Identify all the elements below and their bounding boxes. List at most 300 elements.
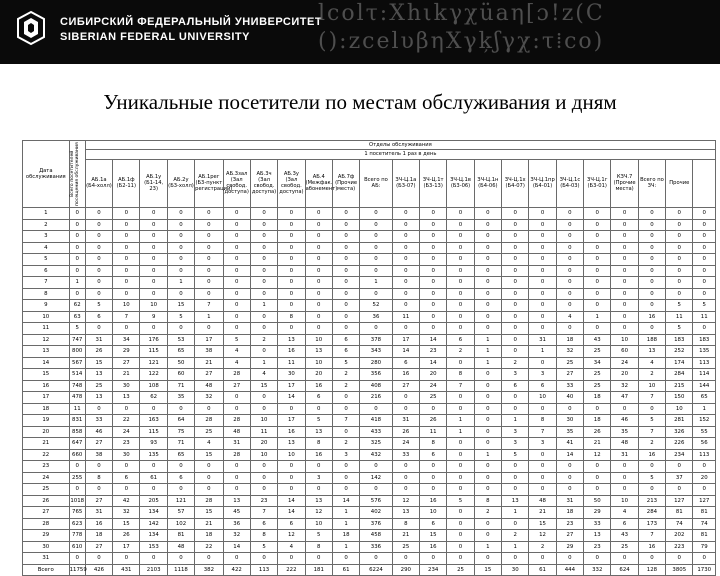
value-cell: 21 — [195, 357, 223, 369]
value-cell: 0 — [666, 484, 693, 496]
value-cell: 16 — [278, 346, 305, 358]
value-cell: 113 — [250, 564, 277, 576]
value-cell: 27 — [556, 369, 583, 381]
value-cell: 0 — [250, 311, 277, 323]
value-cell: 0 — [305, 553, 332, 565]
value-cell: 0 — [305, 288, 332, 300]
value-cell: 0 — [332, 461, 359, 473]
value-cell: 0 — [529, 219, 556, 231]
value-cell: 0 — [195, 484, 223, 496]
value-cell: 7 — [638, 392, 665, 404]
value-cell: 2 — [502, 357, 529, 369]
total-cell: 255 — [69, 472, 85, 484]
value-cell: 11 — [420, 426, 447, 438]
value-cell: 0 — [113, 242, 140, 254]
extra-value-cell: 113 — [693, 449, 716, 461]
value-cell: 0 — [167, 323, 194, 335]
value-cell: 0 — [392, 208, 419, 220]
value-cell: 0 — [305, 323, 332, 335]
value-cell: 0 — [392, 288, 419, 300]
value-cell: 1 — [474, 334, 501, 346]
value-cell: 0 — [278, 277, 305, 289]
value-cell: 0 — [611, 553, 638, 565]
total-cell: 610 — [69, 541, 85, 553]
value-cell: 0 — [447, 530, 474, 542]
value-cell: 11 — [392, 311, 419, 323]
value-cell: 0 — [113, 277, 140, 289]
value-cell: 0 — [392, 231, 419, 243]
value-cell: 0 — [529, 254, 556, 266]
value-cell: 0 — [167, 254, 194, 266]
value-cell: 0 — [392, 484, 419, 496]
value-cell: 4 — [195, 438, 223, 450]
value-cell: 0 — [278, 323, 305, 335]
value-cell: 48 — [611, 438, 638, 450]
value-cell: 0 — [140, 403, 167, 415]
value-cell: 13 — [392, 507, 419, 519]
value-cell: 0 — [113, 265, 140, 277]
value-cell: 0 — [447, 438, 474, 450]
value-cell: 8 — [529, 415, 556, 427]
value-cell: 0 — [392, 242, 419, 254]
column-header: ЗЧ-Ц.1в (Б3-06) — [447, 159, 474, 207]
value-cell: 127 — [666, 495, 693, 507]
value-cell: 0 — [113, 553, 140, 565]
value-cell: 0 — [447, 219, 474, 231]
value-cell: 0 — [584, 265, 611, 277]
value-cell: 2 — [638, 438, 665, 450]
total-cell: 0 — [69, 461, 85, 473]
extra-value-cell: 183 — [693, 334, 716, 346]
value-cell: 25 — [584, 346, 611, 358]
value-cell: 21 — [529, 507, 556, 519]
value-cell: 14 — [223, 541, 250, 553]
day-cell: 19 — [23, 415, 70, 427]
value-cell: 0 — [113, 461, 140, 473]
value-cell: 0 — [611, 242, 638, 254]
value-cell: 7 — [638, 426, 665, 438]
column-header: АБ.7ф (Прочие места) — [332, 159, 359, 207]
extra-value-cell: 55 — [693, 426, 716, 438]
value-cell: 32 — [113, 507, 140, 519]
day-cell: 13 — [23, 346, 70, 358]
table-row — [23, 277, 716, 289]
value-cell: 0 — [223, 300, 250, 312]
value-cell: 13 — [638, 346, 665, 358]
value-cell: 30 — [278, 369, 305, 381]
value-cell: 444 — [556, 564, 583, 576]
value-cell: 27 — [195, 369, 223, 381]
value-cell: 1 — [360, 277, 392, 289]
value-cell: 36 — [360, 311, 392, 323]
total-cell: 567 — [69, 357, 85, 369]
value-cell: 81 — [167, 530, 194, 542]
value-cell: 0 — [305, 403, 332, 415]
value-cell: 13 — [305, 495, 332, 507]
value-cell: 0 — [167, 219, 194, 231]
value-cell: 0 — [556, 472, 583, 484]
value-cell: 2 — [332, 369, 359, 381]
column-header: Прочие — [666, 159, 693, 207]
value-cell: 422 — [223, 564, 250, 576]
total-cell: 0 — [69, 553, 85, 565]
value-cell: 28 — [195, 495, 223, 507]
value-cell: 0 — [250, 242, 277, 254]
value-cell: 37 — [666, 472, 693, 484]
extra-value-cell: 5 — [693, 300, 716, 312]
value-cell: 0 — [556, 300, 583, 312]
value-cell: 0 — [305, 461, 332, 473]
total-cell: 765 — [69, 507, 85, 519]
value-cell: 0 — [305, 219, 332, 231]
table-row — [23, 208, 716, 220]
value-cell: 0 — [447, 461, 474, 473]
table-row — [23, 323, 716, 335]
university-name-ru: СИБИРСКИЙ ФЕДЕРАЛЬНЫЙ УНИВЕРСИТЕТ — [60, 16, 323, 28]
value-cell: 61 — [529, 564, 556, 576]
value-cell: 16 — [392, 369, 419, 381]
value-cell: 142 — [360, 472, 392, 484]
value-cell: 0 — [556, 553, 583, 565]
value-cell: 121 — [140, 357, 167, 369]
value-cell: 0 — [447, 288, 474, 300]
value-cell: 0 — [278, 300, 305, 312]
value-cell: 0 — [195, 288, 223, 300]
value-cell: 16 — [638, 311, 665, 323]
value-cell: 0 — [250, 392, 277, 404]
table-row — [23, 242, 716, 254]
value-cell: 402 — [360, 507, 392, 519]
value-cell: 20 — [420, 369, 447, 381]
value-cell: 18 — [556, 507, 583, 519]
value-cell: 1 — [584, 311, 611, 323]
value-cell: 23 — [584, 541, 611, 553]
day-cell: 26 — [23, 495, 70, 507]
value-cell: 62 — [140, 392, 167, 404]
value-cell: 0 — [250, 346, 277, 358]
value-cell: 0 — [529, 553, 556, 565]
value-cell: 27 — [85, 495, 112, 507]
value-cell: 2 — [638, 369, 665, 381]
total-cell: 831 — [69, 415, 85, 427]
table-row — [23, 357, 716, 369]
value-cell: 1 — [474, 541, 501, 553]
value-cell: 284 — [638, 507, 665, 519]
value-cell: 0 — [474, 323, 501, 335]
value-cell: 173 — [638, 518, 665, 530]
table-row — [23, 219, 716, 231]
value-cell: 0 — [278, 553, 305, 565]
value-cell: 0 — [638, 265, 665, 277]
value-cell: 0 — [140, 461, 167, 473]
value-cell: 1 — [332, 507, 359, 519]
value-cell: 12 — [529, 530, 556, 542]
column-header: ЗЧ-Ц.1х (Б4-07) — [502, 159, 529, 207]
value-cell: 71 — [167, 438, 194, 450]
table-row — [23, 507, 716, 519]
value-cell: 1 — [447, 426, 474, 438]
value-cell: 0 — [392, 277, 419, 289]
value-cell: 0 — [447, 231, 474, 243]
value-cell: 2 — [332, 438, 359, 450]
value-cell: 23 — [420, 346, 447, 358]
value-cell: 6 — [305, 392, 332, 404]
column-header: АБ.3у (Зал свобод. доступа) — [278, 159, 305, 207]
value-cell: 174 — [666, 357, 693, 369]
value-cell: 29 — [584, 507, 611, 519]
table-row — [23, 484, 716, 496]
value-cell: 10 — [305, 357, 332, 369]
value-cell: 0 — [611, 461, 638, 473]
value-cell: 0 — [250, 265, 277, 277]
value-cell: 10 — [611, 334, 638, 346]
value-cell: 0 — [305, 300, 332, 312]
value-cell: 14 — [420, 357, 447, 369]
value-cell: 6 — [278, 518, 305, 530]
value-cell: 0 — [332, 323, 359, 335]
value-cell: 0 — [638, 288, 665, 300]
value-cell: 17 — [278, 380, 305, 392]
value-cell: 0 — [85, 323, 112, 335]
value-cell: 0 — [250, 461, 277, 473]
table-row — [23, 392, 716, 404]
value-cell: 14 — [556, 449, 583, 461]
column-header: ЗЧ-Ц.1пр (Б4-01) — [529, 159, 556, 207]
value-cell: 0 — [556, 288, 583, 300]
extra-value-cell: 20 — [693, 472, 716, 484]
value-cell: 0 — [332, 472, 359, 484]
value-cell: 1 — [167, 277, 194, 289]
value-cell: 75 — [167, 426, 194, 438]
value-cell: 25 — [392, 541, 419, 553]
value-cell: 0 — [420, 311, 447, 323]
value-cell: 0 — [392, 392, 419, 404]
extra-value-cell: 0 — [693, 231, 716, 243]
total-cell: 800 — [69, 346, 85, 358]
university-logo-icon — [16, 10, 46, 46]
value-cell: 0 — [611, 472, 638, 484]
value-cell: 0 — [474, 438, 501, 450]
value-cell: 0 — [447, 392, 474, 404]
value-cell: 0 — [195, 403, 223, 415]
value-cell: 325 — [360, 438, 392, 450]
day-cell: 14 — [23, 357, 70, 369]
extra-value-cell: 113 — [693, 357, 716, 369]
value-cell: 15 — [113, 518, 140, 530]
value-cell: 0 — [502, 231, 529, 243]
value-cell: 0 — [529, 357, 556, 369]
value-cell: 284 — [666, 369, 693, 381]
value-cell: 4 — [556, 311, 583, 323]
value-cell: 432 — [360, 449, 392, 461]
value-cell: 0 — [529, 311, 556, 323]
day-cell: 6 — [23, 265, 70, 277]
value-cell: 0 — [474, 288, 501, 300]
value-cell: 13 — [278, 438, 305, 450]
value-cell: 0 — [638, 403, 665, 415]
value-cell: 5 — [223, 334, 250, 346]
value-cell: 0 — [420, 288, 447, 300]
visitors-table — [22, 140, 716, 576]
value-cell: 10 — [140, 300, 167, 312]
column-header: АБ.1рег (Б3-пункт регистрации) — [195, 159, 223, 207]
value-cell: 624 — [611, 564, 638, 576]
value-cell: 0 — [140, 242, 167, 254]
day-cell: 28 — [23, 518, 70, 530]
value-cell: 10 — [638, 380, 665, 392]
value-cell: 28 — [195, 415, 223, 427]
value-cell: 0 — [360, 219, 392, 231]
value-cell: 0 — [420, 553, 447, 565]
value-cell: 24 — [611, 357, 638, 369]
value-cell: 0 — [85, 219, 112, 231]
value-cell: 0 — [474, 403, 501, 415]
value-cell: 2 — [447, 346, 474, 358]
value-cell: 34 — [113, 334, 140, 346]
value-cell: 31 — [392, 415, 419, 427]
value-cell: 205 — [140, 495, 167, 507]
total-cell: 1 — [69, 277, 85, 289]
value-cell: 0 — [85, 265, 112, 277]
value-cell: 153 — [140, 541, 167, 553]
value-cell: 7 — [113, 311, 140, 323]
value-cell: 12 — [392, 495, 419, 507]
column-header: ЗЧ-Ц.1а (Б3-07) — [392, 159, 419, 207]
column-header: АБ.1а (Б4-холл) — [85, 159, 112, 207]
total-cell: 748 — [69, 380, 85, 392]
value-cell: 0 — [474, 530, 501, 542]
value-cell: 0 — [305, 265, 332, 277]
value-cell: 47 — [611, 392, 638, 404]
value-cell: 0 — [420, 472, 447, 484]
value-cell: 22 — [195, 541, 223, 553]
value-cell: 0 — [195, 265, 223, 277]
value-cell: 31 — [85, 334, 112, 346]
value-cell: 0 — [360, 265, 392, 277]
value-cell: 0 — [332, 300, 359, 312]
value-cell: 0 — [502, 346, 529, 358]
total-cell: 0 — [69, 208, 85, 220]
value-cell: 0 — [195, 472, 223, 484]
value-cell: 0 — [223, 208, 250, 220]
value-cell: 0 — [556, 208, 583, 220]
value-cell: 0 — [332, 553, 359, 565]
value-cell: 0 — [332, 242, 359, 254]
value-cell: 0 — [392, 254, 419, 266]
value-cell: 0 — [529, 449, 556, 461]
value-cell: 46 — [611, 415, 638, 427]
total-cell: 514 — [69, 369, 85, 381]
day-cell: 21 — [23, 438, 70, 450]
value-cell: 7 — [250, 507, 277, 519]
value-cell: 11 — [278, 357, 305, 369]
value-cell: 1 — [502, 541, 529, 553]
value-cell: 21 — [584, 438, 611, 450]
value-cell: 0 — [529, 242, 556, 254]
column-header: АБ.1ф (Б2-11) — [113, 159, 140, 207]
value-cell: 0 — [447, 277, 474, 289]
value-cell: 0 — [502, 334, 529, 346]
total-cell: 63 — [69, 311, 85, 323]
value-cell: 0 — [305, 484, 332, 496]
value-cell: 27 — [113, 357, 140, 369]
value-cell: 10 — [250, 415, 277, 427]
value-cell: 15 — [474, 564, 501, 576]
value-cell: 0 — [447, 357, 474, 369]
value-cell: 10 — [666, 403, 693, 415]
value-cell: 0 — [611, 300, 638, 312]
value-cell: 33 — [85, 415, 112, 427]
table-row — [23, 346, 716, 358]
value-cell: 29 — [556, 541, 583, 553]
value-cell: 6 — [332, 346, 359, 358]
value-cell: 31 — [223, 438, 250, 450]
value-cell: 25 — [420, 392, 447, 404]
value-cell: 0 — [584, 300, 611, 312]
value-cell: 93 — [140, 438, 167, 450]
extra-value-cell: 0 — [693, 242, 716, 254]
value-cell: 33 — [556, 380, 583, 392]
day-cell: Всего — [23, 564, 70, 576]
value-cell: 0 — [420, 219, 447, 231]
extra-value-cell: 74 — [693, 518, 716, 530]
value-cell: 0 — [474, 277, 501, 289]
value-cell: 4 — [250, 369, 277, 381]
total-cell: 647 — [69, 438, 85, 450]
value-cell: 65 — [167, 346, 194, 358]
value-cell: 0 — [420, 461, 447, 473]
value-cell: 0 — [584, 242, 611, 254]
value-cell: 27 — [85, 541, 112, 553]
value-cell: 21 — [113, 369, 140, 381]
value-cell: 0 — [420, 323, 447, 335]
value-cell: 8 — [305, 438, 332, 450]
value-cell: 13 — [305, 426, 332, 438]
value-cell: 0 — [502, 208, 529, 220]
value-cell: 0 — [140, 277, 167, 289]
value-cell: 0 — [223, 392, 250, 404]
extra-value-cell: 0 — [693, 265, 716, 277]
total-cell: 0 — [69, 231, 85, 243]
value-cell: 0 — [140, 254, 167, 266]
value-cell: 0 — [223, 472, 250, 484]
value-cell: 0 — [332, 231, 359, 243]
value-cell: 0 — [250, 208, 277, 220]
value-cell: 431 — [113, 564, 140, 576]
value-cell: 0 — [195, 242, 223, 254]
value-cell: 30 — [113, 449, 140, 461]
value-cell: 30 — [502, 564, 529, 576]
value-cell: 0 — [223, 219, 250, 231]
value-cell: 20 — [250, 438, 277, 450]
column-header: АБ.3зал (Зал свобод. доступа) — [223, 159, 250, 207]
table-row — [23, 300, 716, 312]
value-cell: 0 — [278, 484, 305, 496]
value-cell: 142 — [140, 518, 167, 530]
decorative-letter-pattern — [318, 0, 720, 64]
value-cell: 3805 — [666, 564, 693, 576]
value-cell: 24 — [420, 380, 447, 392]
value-cell: 0 — [332, 311, 359, 323]
value-cell: 60 — [167, 369, 194, 381]
value-cell: 0 — [332, 426, 359, 438]
value-cell: 25 — [611, 541, 638, 553]
value-cell: 0 — [502, 472, 529, 484]
value-cell: 8 — [420, 438, 447, 450]
value-cell: 183 — [666, 334, 693, 346]
day-cell: 3 — [23, 231, 70, 243]
value-cell: 30 — [556, 415, 583, 427]
